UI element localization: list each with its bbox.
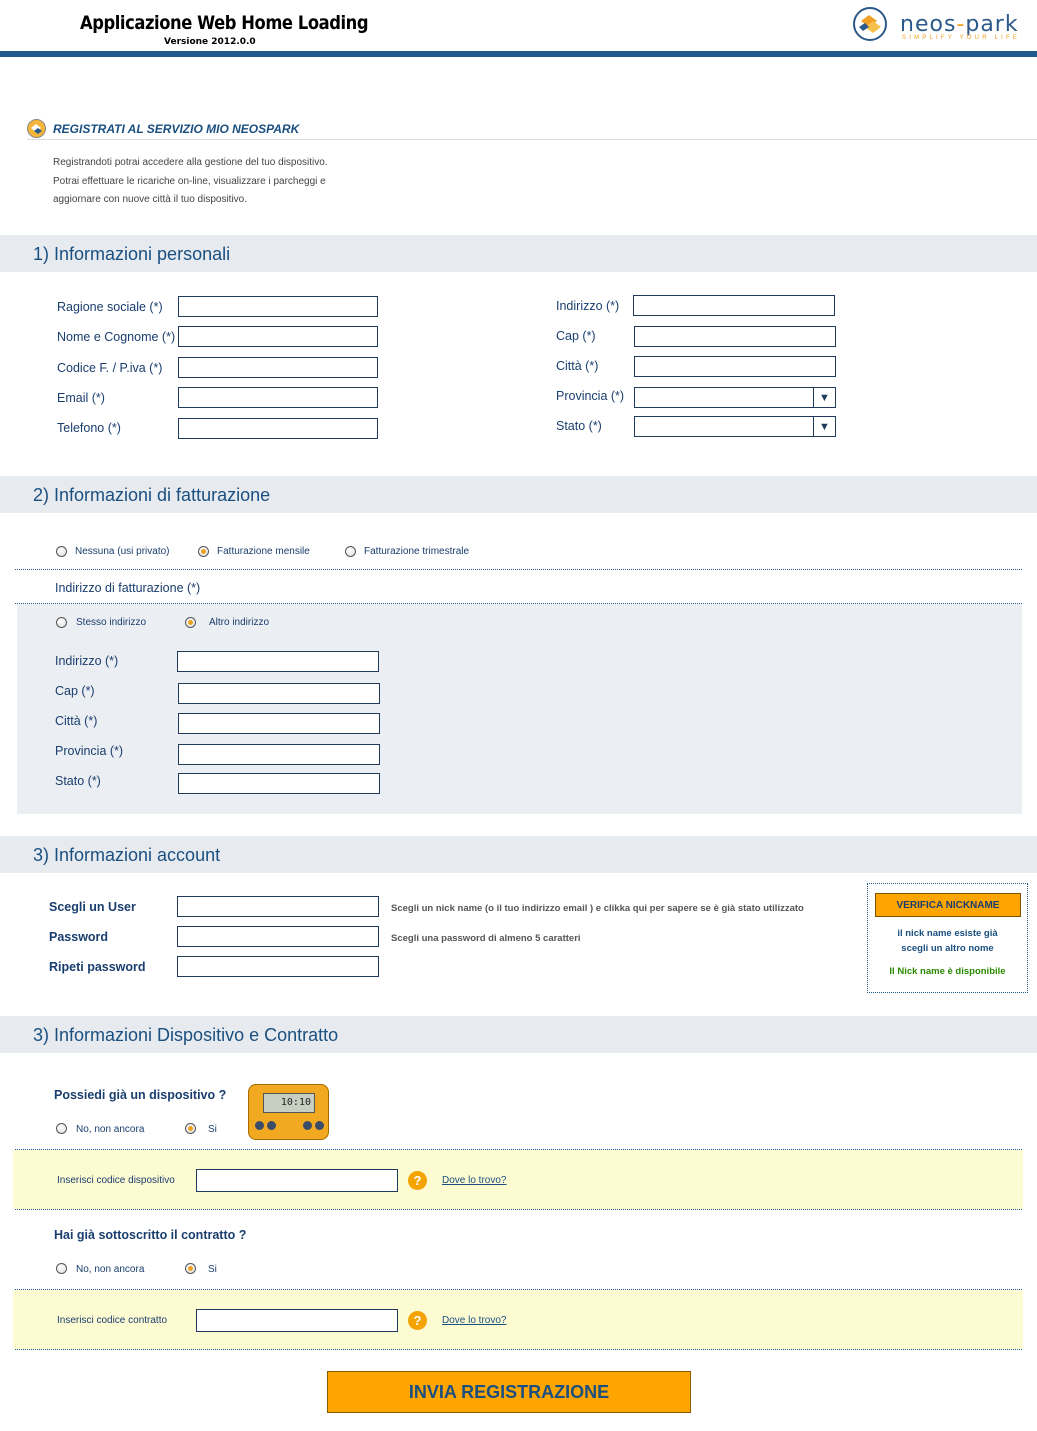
field-label: Indirizzo (*)	[55, 654, 119, 668]
stato-select[interactable]	[634, 416, 836, 437]
device-no-radio[interactable]	[56, 1123, 67, 1134]
provincia-select[interactable]	[634, 387, 836, 408]
dotted-divider	[15, 1349, 1022, 1350]
billing-stato-input[interactable]	[178, 773, 380, 794]
billing-quarterly-radio[interactable]	[345, 546, 356, 557]
device-yes-radio[interactable]	[185, 1123, 196, 1134]
section-billing-title: 2) Informazioni di fatturazione	[33, 485, 271, 505]
header-bar	[0, 51, 1037, 57]
field-label: Provincia (*)	[55, 744, 124, 758]
field-label: Ragione sociale (*)	[57, 300, 163, 314]
chevron-down-icon: ▼	[813, 388, 835, 407]
help-icon[interactable]: ?	[408, 1311, 427, 1330]
section-account-title: 3) Informazioni account	[33, 845, 221, 865]
field-label: Nome e Cognome (*)	[57, 330, 176, 344]
field-label: Indirizzo (*)	[556, 299, 620, 313]
radio-label: Si	[208, 1124, 217, 1135]
field-label: Stato (*)	[55, 774, 101, 788]
cap-input[interactable]	[634, 326, 836, 347]
field-label: Email (*)	[57, 391, 105, 405]
verify-nickname-button[interactable]: VERIFICA NICKNAME	[875, 893, 1021, 917]
contract-question: Hai già sottoscritto il contratto ?	[54, 1228, 247, 1242]
citta-input[interactable]	[634, 356, 836, 377]
radio-label: Si	[208, 1264, 217, 1275]
device-screen: 10:10	[263, 1093, 315, 1113]
repeat-password-input[interactable]	[177, 956, 379, 977]
username-hint: Scegli un nick name (o il tuo indirizzo email ) e clikka qui per sapere se è già stato utilizzato	[391, 903, 804, 914]
billing-address-panel	[17, 604, 1022, 814]
field-label: Scegli un User	[49, 900, 136, 914]
section-personal-title: 1) Informazioni personali	[33, 244, 231, 264]
field-label: Password	[49, 930, 109, 944]
email-input[interactable]	[178, 387, 378, 408]
device-button-icon	[303, 1121, 312, 1130]
radio-label: Stesso indirizzo	[76, 617, 147, 628]
dotted-divider	[15, 1209, 1022, 1210]
intro-line: Registrandoti potrai accedere alla gestione del tuo dispositivo.	[53, 157, 328, 168]
device-code-label: Inserisci codice dispositivo	[57, 1175, 175, 1186]
intro-line: Potrai effettuare le ricariche on-line, visualizzare i parcheggi e	[53, 176, 326, 187]
billing-indirizzo-input[interactable]	[177, 651, 379, 672]
field-label: Codice F. / P.iva (*)	[57, 361, 163, 375]
field-label: Cap (*)	[556, 329, 596, 343]
intro-line: aggiornare con nuove città il tuo dispositivo.	[53, 194, 248, 205]
contract-code-input[interactable]	[196, 1309, 398, 1332]
field-label: Provincia (*)	[556, 389, 625, 403]
billing-address-heading: Indirizzo di fatturazione (*)	[55, 581, 201, 595]
neospark-logo-icon	[853, 7, 887, 41]
telefono-input[interactable]	[178, 418, 378, 439]
app-title: Applicazione Web Home Loading	[80, 12, 369, 34]
billing-none-radio[interactable]	[56, 546, 67, 557]
indirizzo-input[interactable]	[633, 295, 835, 316]
contract-yes-radio[interactable]	[185, 1263, 196, 1274]
help-icon[interactable]: ?	[408, 1171, 427, 1190]
billing-cap-input[interactable]	[178, 683, 380, 704]
registration-title: REGISTRATI AL SERVIZIO MIO NEOSPARK	[53, 122, 300, 136]
submit-registration-button[interactable]: INVIA REGISTRAZIONE	[327, 1371, 691, 1413]
device-button-icon	[255, 1121, 264, 1130]
radio-label: Fatturazione trimestrale	[364, 546, 470, 557]
device-code-input[interactable]	[196, 1169, 398, 1192]
field-label: Cap (*)	[55, 684, 95, 698]
where-device-code-link[interactable]: Dove lo trovo?	[442, 1175, 507, 1186]
password-input[interactable]	[177, 926, 379, 947]
radio-label: No, non ancora	[76, 1264, 145, 1275]
neospark-logo-text: neos-park	[900, 12, 1019, 37]
field-label: Stato (*)	[556, 419, 602, 433]
contract-code-label: Inserisci codice contratto	[57, 1315, 168, 1326]
radio-label: Nessuna (usi privato)	[75, 546, 170, 557]
nickname-available-message: Il Nick name è disponibile	[889, 966, 1006, 977]
password-hint: Scegli una password di almeno 5 caratteri	[391, 933, 581, 944]
contract-no-radio[interactable]	[56, 1263, 67, 1274]
nickname-taken-message: scegli un altro nome	[901, 943, 994, 954]
neospark-tagline: SIMPLIFY YOUR LIFE	[902, 35, 1021, 41]
codice-fiscale-input[interactable]	[178, 357, 378, 378]
section-device-title: 3) Informazioni Dispositivo e Contratto	[33, 1025, 339, 1045]
nickname-taken-message: il nick name esiste già	[897, 928, 998, 939]
username-input[interactable]	[177, 896, 379, 917]
nome-cognome-input[interactable]	[178, 326, 378, 347]
field-label: Città (*)	[55, 714, 98, 728]
billing-citta-input[interactable]	[178, 713, 380, 734]
neospark-small-icon	[27, 119, 46, 138]
field-label: Città (*)	[556, 359, 599, 373]
radio-label: Altro indirizzo	[209, 617, 270, 628]
device-button-icon	[315, 1121, 324, 1130]
parking-device-image	[248, 1084, 329, 1140]
radio-label: No, non ancora	[76, 1124, 145, 1135]
radio-label: Fatturazione mensile	[217, 546, 310, 557]
app-version: Versione 2012.0.0	[164, 37, 256, 47]
field-label: Ripeti password	[49, 960, 146, 974]
device-question: Possiedi già un dispositivo ?	[54, 1088, 227, 1102]
chevron-down-icon: ▼	[813, 417, 835, 436]
where-contract-code-link[interactable]: Dove lo trovo?	[442, 1315, 507, 1326]
billing-monthly-radio[interactable]	[198, 546, 209, 557]
device-button-icon	[267, 1121, 276, 1130]
billing-provincia-input[interactable]	[178, 744, 380, 765]
field-label: Telefono (*)	[57, 421, 121, 435]
dotted-divider	[15, 569, 1022, 570]
other-address-radio[interactable]	[185, 617, 196, 628]
divider	[27, 139, 1037, 140]
same-address-radio[interactable]	[56, 617, 67, 628]
ragione-sociale-input[interactable]	[178, 296, 378, 317]
